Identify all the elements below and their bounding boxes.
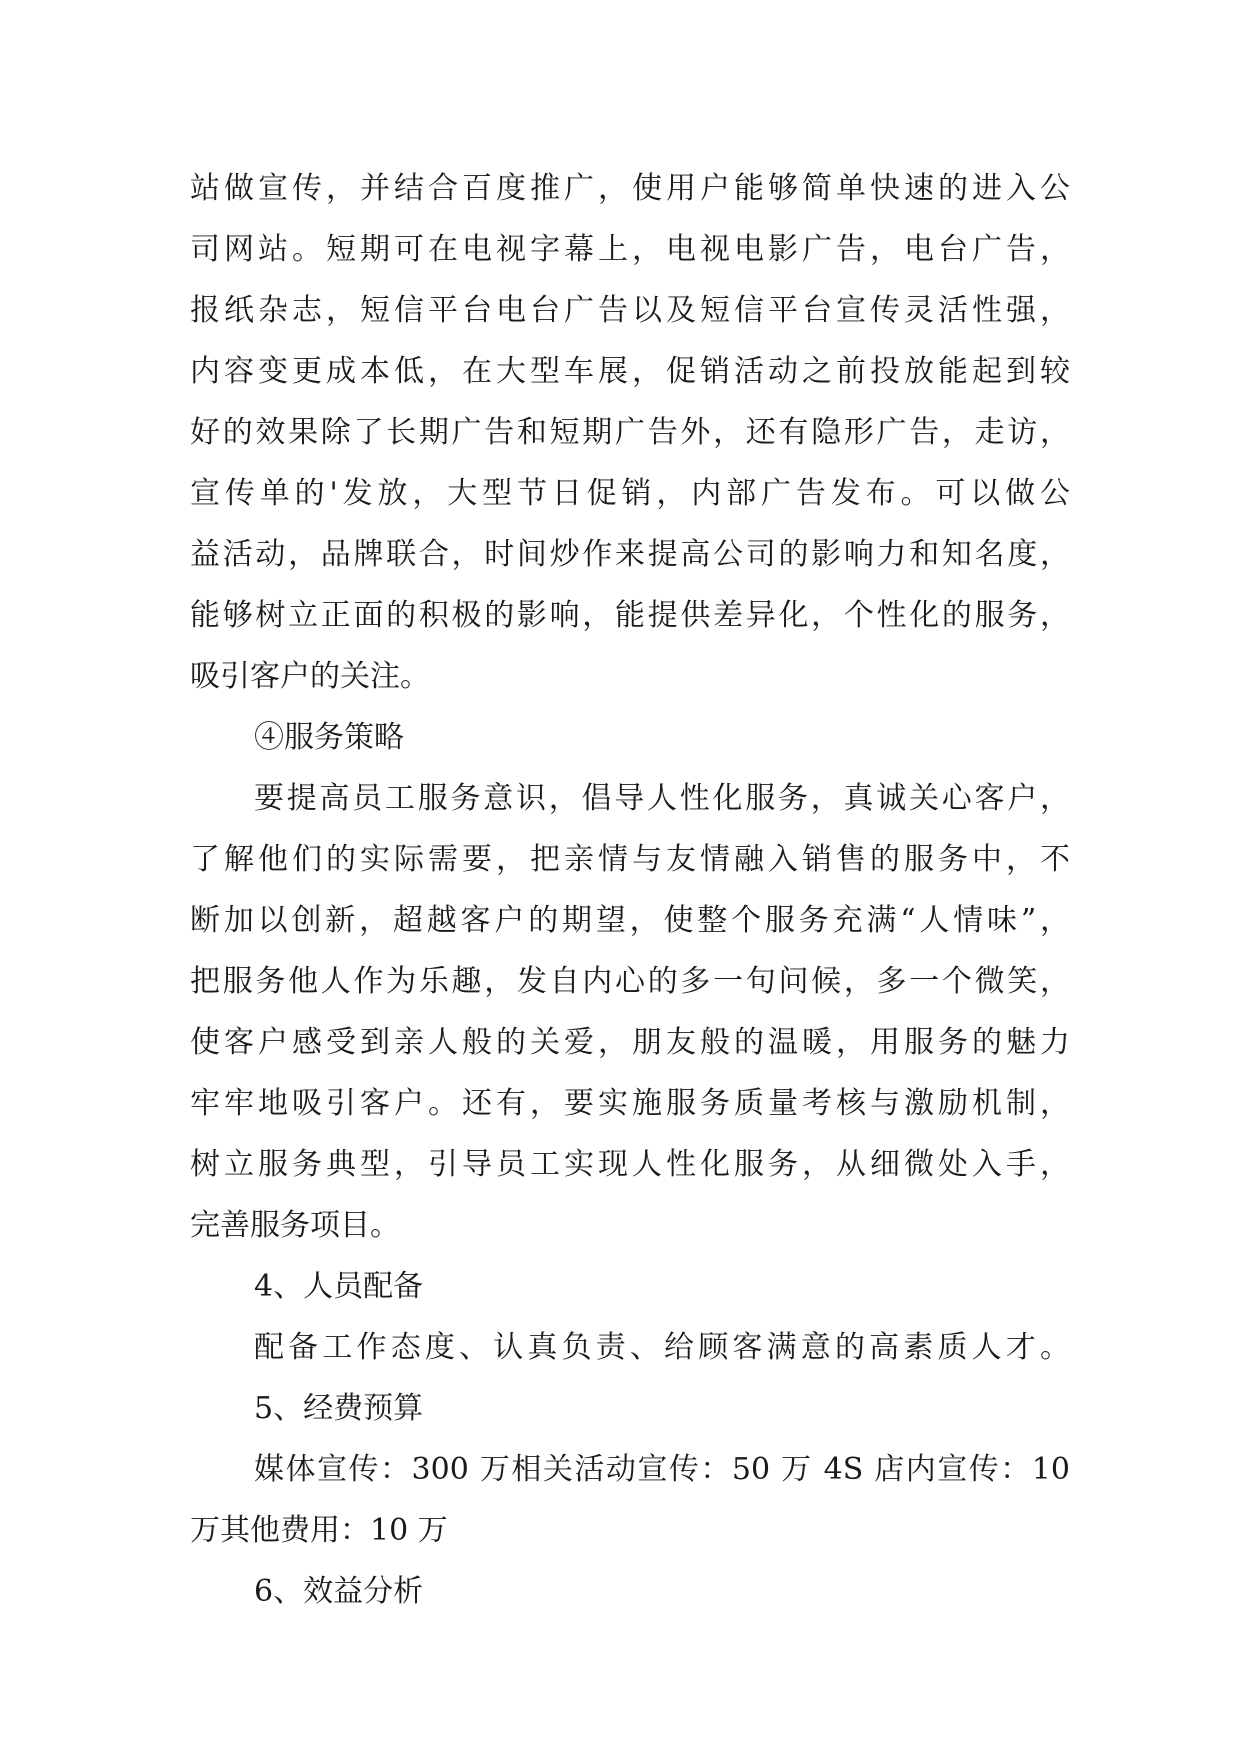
text-line: 好的效果除了长期广告和短期广告外，还有隐形广告，走访，	[190, 415, 1070, 450]
section-heading-benefit-analysis: 6、效益分析	[254, 1574, 424, 1609]
text-line: 完善服务项目。	[190, 1208, 400, 1243]
section-heading-budget: 5、经费预算	[254, 1391, 424, 1426]
section-heading-service-strategy: ④服务策略	[254, 720, 404, 755]
document-body	[190, 158, 1070, 1622]
text-line: 树立服务典型，引导员工实现人性化服务，从细微处入手，	[190, 1147, 1070, 1182]
text-line: 配备工作态度、认真负责、给顾客满意的高素质人才。	[254, 1330, 1070, 1365]
text-line: 把服务他人作为乐趣，发自内心的多一句问候，多一个微笑，	[190, 964, 1070, 999]
section-heading-staffing: 4、人员配备	[254, 1269, 424, 1304]
text-line: 站做宣传，并结合百度推广，使用户能够简单快速的进入公	[190, 171, 1070, 206]
text-line: 司网站。短期可在电视字幕上，电视电影广告，电台广告，	[190, 232, 1070, 267]
text-line: 能够树立正面的积极的影响，能提供差异化，个性化的服务，	[190, 598, 1070, 633]
text-line: 益活动，品牌联合，时间炒作来提高公司的影响力和知名度，	[190, 537, 1070, 572]
text-line: 了解他们的实际需要，把亲情与友情融入销售的服务中，不	[190, 842, 1070, 877]
text-line: 牢牢地吸引客户。还有，要实施服务质量考核与激励机制，	[190, 1086, 1070, 1121]
text-line: 使客户感受到亲人般的关爱，朋友般的温暖，用服务的魅力	[190, 1025, 1070, 1060]
text-line: 媒体宣传：300 万相关活动宣传：50 万 4S 店内宣传：10	[254, 1452, 1070, 1487]
text-line: 吸引客户的关注。	[190, 659, 430, 694]
text-line: 断加以创新，超越客户的期望，使整个服务充满“人情味”，	[190, 903, 1070, 938]
text-line: 报纸杂志，短信平台电台广告以及短信平台宣传灵活性强，	[190, 293, 1070, 328]
text-line: 内容变更成本低，在大型车展，促销活动之前投放能起到较	[190, 354, 1070, 389]
text-line: 宣传单的'发放，大型节日促销，内部广告发布。可以做公	[190, 476, 1070, 511]
text-line: 万其他费用：10 万	[190, 1513, 448, 1548]
text-line: 要提高员工服务意识，倡导人性化服务，真诚关心客户，	[254, 781, 1070, 816]
